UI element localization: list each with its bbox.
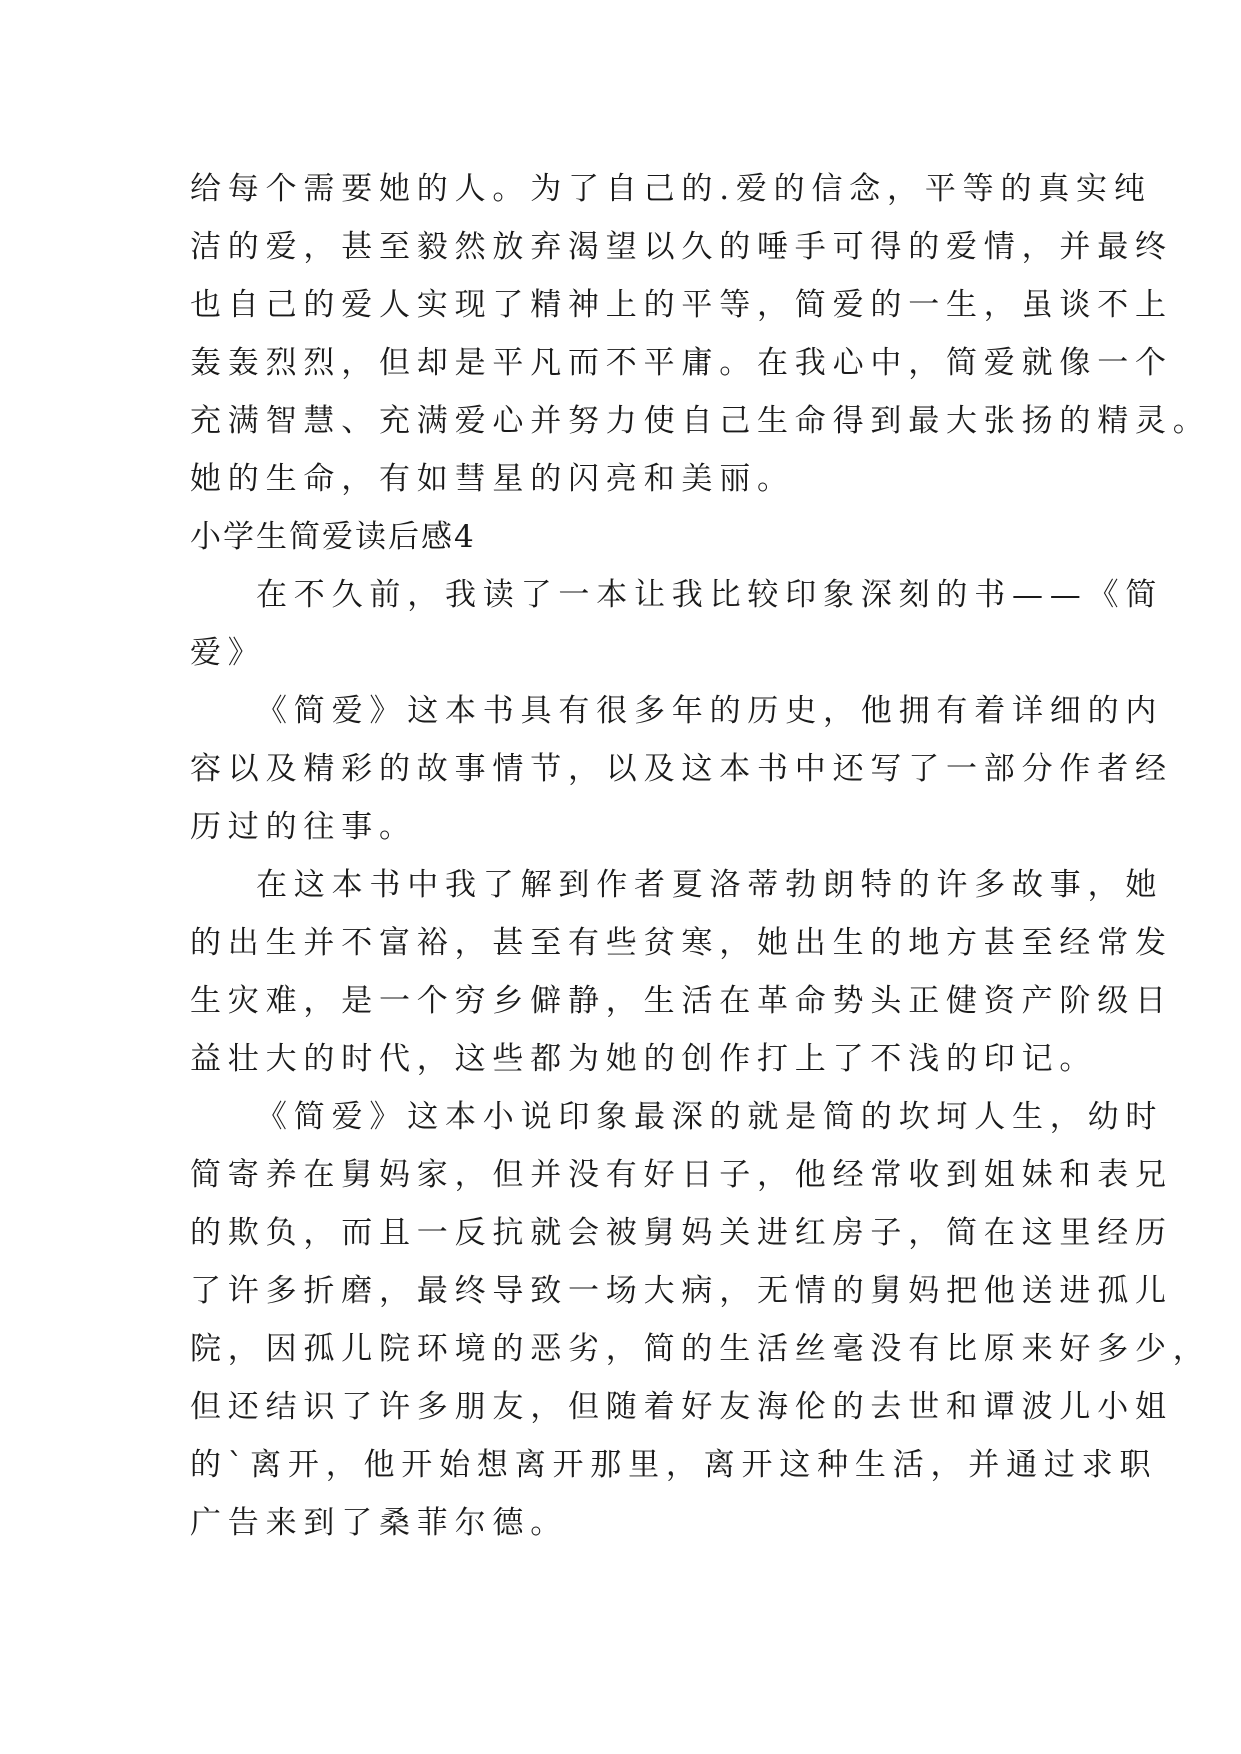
document-body (190, 160, 1211, 1552)
text-line: 在不久前，我读了一本让我比较印象深刻的书——《简 (256, 577, 1164, 613)
text-line: 在这本书中我了解到作者夏洛蒂勃朗特的许多故事，她 (256, 867, 1164, 903)
text-line: 容以及精彩的故事情节，以及这本书中还写了一部分作者经 (190, 751, 1173, 787)
text-line: 充满智慧、充满爱心并努力使自己生命得到最大张扬的精灵。 (190, 403, 1211, 439)
paragraph-1 (190, 566, 1164, 682)
text-line: 益壮大的时代，这些都为她的创作打上了不浅的印记。 (190, 1041, 1098, 1077)
text-line: 生灾难，是一个穷乡僻静，生活在革命势头正健资产阶级日 (190, 983, 1173, 1019)
text-line: 广告来到了桑菲尔德。 (190, 1505, 568, 1541)
text-line: 给每个需要她的人。为了自己的.爱的信念，平等的真实纯 (190, 171, 1152, 207)
text-line: 洁的爱，甚至毅然放弃渴望以久的唾手可得的爱情，并最终 (190, 229, 1173, 265)
text-line: 她的生命，有如彗星的闪亮和美丽。 (190, 461, 795, 497)
text-line: 历过的往事。 (190, 809, 417, 845)
text-line: 了许多折磨，最终导致一场大病，无情的舅妈把他送进孤儿 (190, 1273, 1173, 1309)
text-line: 也自己的爱人实现了精神上的平等，简爱的一生，虽谈不上 (190, 287, 1173, 323)
text-line: 轰轰烈烈，但却是平凡而不平庸。在我心中，简爱就像一个 (190, 345, 1173, 381)
text-line: 简寄养在舅妈家，但并没有好日子，他经常收到姐妹和表兄 (190, 1157, 1173, 1193)
text-line: 的出生并不富裕，甚至有些贫寒，她出生的地方甚至经常发 (190, 925, 1173, 961)
section-heading: 小学生简爱读后感4 (190, 519, 476, 555)
text-line: 的欺负，而且一反抗就会被舅妈关进红房子，简在这里经历 (190, 1215, 1173, 1251)
text-line: 《简爱》这本书具有很多年的历史，他拥有着详细的内 (256, 693, 1164, 729)
paragraph-2 (190, 682, 1173, 856)
paragraph-3 (190, 856, 1173, 1088)
paragraph-4 (190, 1088, 1211, 1552)
text-line: 的`离开，他开始想离开那里，离开这种生活，并通过求职 (190, 1447, 1158, 1483)
text-line: 《简爱》这本小说印象最深的就是简的坎坷人生，幼时 (256, 1099, 1164, 1135)
text-line: 院，因孤儿院环境的恶劣，简的生活丝毫没有比原来好多少， (190, 1331, 1211, 1367)
continued-paragraph (190, 160, 1211, 508)
text-line: 但还结识了许多朋友，但随着好友海伦的去世和谭波儿小姐 (190, 1389, 1173, 1425)
text-line: 爱》 (190, 635, 266, 671)
